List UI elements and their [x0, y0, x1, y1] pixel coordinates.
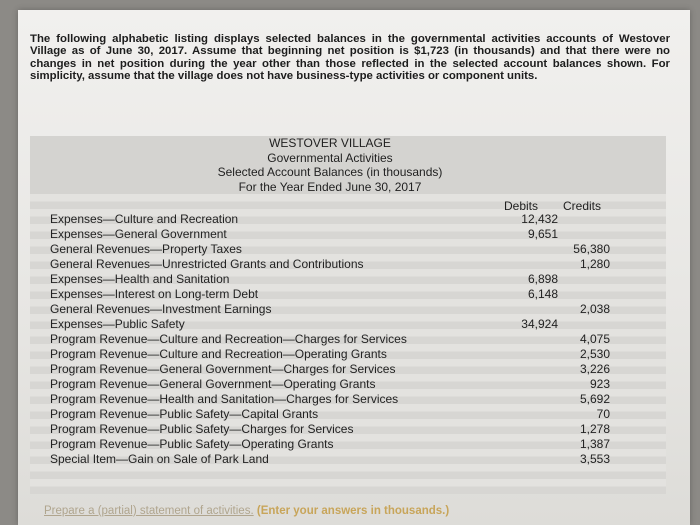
- row-credit: 4,075: [579, 332, 610, 346]
- table-row: [50, 317, 610, 332]
- statement-period: For the Year Ended June 30, 2017: [238, 179, 422, 194]
- instruction-prompt: [44, 505, 449, 517]
- row-label: Expenses—Culture and Recreation: [50, 212, 239, 226]
- table-row: [50, 212, 610, 227]
- row-credit: 3,553: [579, 452, 610, 466]
- row-debit: 12,432: [521, 212, 558, 226]
- row-label: Expenses—Public Safety: [50, 317, 185, 331]
- table-row: [50, 302, 610, 317]
- table-row: [50, 407, 610, 422]
- table-row: [50, 287, 610, 302]
- table-row: [50, 437, 610, 452]
- row-label: Expenses—General Government: [50, 227, 227, 241]
- row-label: Program Revenue—Public Safety—Operating Grants: [50, 437, 334, 451]
- credits-header: Credits: [563, 199, 602, 213]
- balances-rows: [50, 212, 610, 467]
- row-label: Expenses—Health and Sanitation: [50, 272, 230, 286]
- row-label: General Revenues—Unrestricted Grants and Contributions: [50, 257, 364, 271]
- row-label: Expenses—Interest on Long-term Debt: [50, 287, 259, 301]
- table-row: [50, 332, 610, 347]
- table-row: [50, 272, 610, 287]
- row-label: Program Revenue—Culture and Recreation—Operating Grants: [50, 347, 387, 361]
- table-row: [50, 242, 610, 257]
- statement-description: Selected Account Balances (in thousands): [217, 165, 443, 179]
- row-credit: 70: [596, 407, 610, 421]
- row-credit: 1,280: [579, 257, 610, 271]
- prepare-statement-link[interactable]: Prepare a (partial) statement of activities.: [44, 505, 254, 517]
- table-row: [50, 347, 610, 362]
- row-credit: 1,387: [579, 437, 610, 451]
- row-debit: 34,924: [521, 317, 558, 331]
- row-label: Program Revenue—Health and Sanitation—Charges for Services: [50, 392, 399, 406]
- table-row: [50, 422, 610, 437]
- row-label: Special Item—Gain on Sale of Park Land: [50, 452, 269, 466]
- table-row: [50, 392, 610, 407]
- table-row: [50, 362, 610, 377]
- row-label: General Revenues—Investment Earnings: [50, 302, 272, 316]
- statement-header: [180, 136, 480, 194]
- debits-header: Debits: [504, 199, 539, 213]
- row-credit: 3,226: [579, 362, 610, 376]
- row-label: Program Revenue—General Government—Charges for Services: [50, 362, 396, 376]
- answer-hint: (Enter your answers in thousands.): [256, 505, 450, 517]
- table-row: [50, 257, 610, 272]
- row-credit: 5,692: [579, 392, 610, 406]
- row-label: General Revenues—Property Taxes: [50, 242, 242, 256]
- row-credit: 923: [589, 377, 610, 391]
- row-credit: 2,530: [579, 347, 610, 361]
- table-row: [50, 227, 610, 242]
- row-label: Program Revenue—General Government—Operating Grants: [50, 377, 376, 391]
- row-credit: 56,380: [573, 242, 610, 256]
- row-label: Program Revenue—Public Safety—Capital Grants: [50, 407, 319, 421]
- row-debit: 6,148: [527, 287, 558, 301]
- statement-subtitle: Governmental Activities: [267, 150, 393, 165]
- row-credit: 1,278: [579, 422, 610, 436]
- row-label: Program Revenue—Culture and Recreation—Charges for Services: [50, 332, 407, 346]
- table-row: [50, 377, 610, 392]
- row-debit: 6,898: [527, 272, 558, 286]
- table-row: [50, 452, 610, 467]
- row-debit: 9,651: [527, 227, 558, 241]
- intro-paragraph: The following alphabetic listing displays selected balances in the governmental activities accounts of Westover Village as of June 30, 2017. Assume that beginning net position is $1,723 (in thousands) and that there were no changes in net position during the year other than those reflected in the selected account balances shown. For simplicity, assume that the village does not have business-type activities or component units.: [30, 33, 670, 83]
- row-credit: 2,038: [579, 302, 610, 316]
- row-label: Program Revenue—Public Safety—Charges for Services: [50, 422, 354, 436]
- entity-name: WESTOVER VILLAGE: [269, 136, 391, 150]
